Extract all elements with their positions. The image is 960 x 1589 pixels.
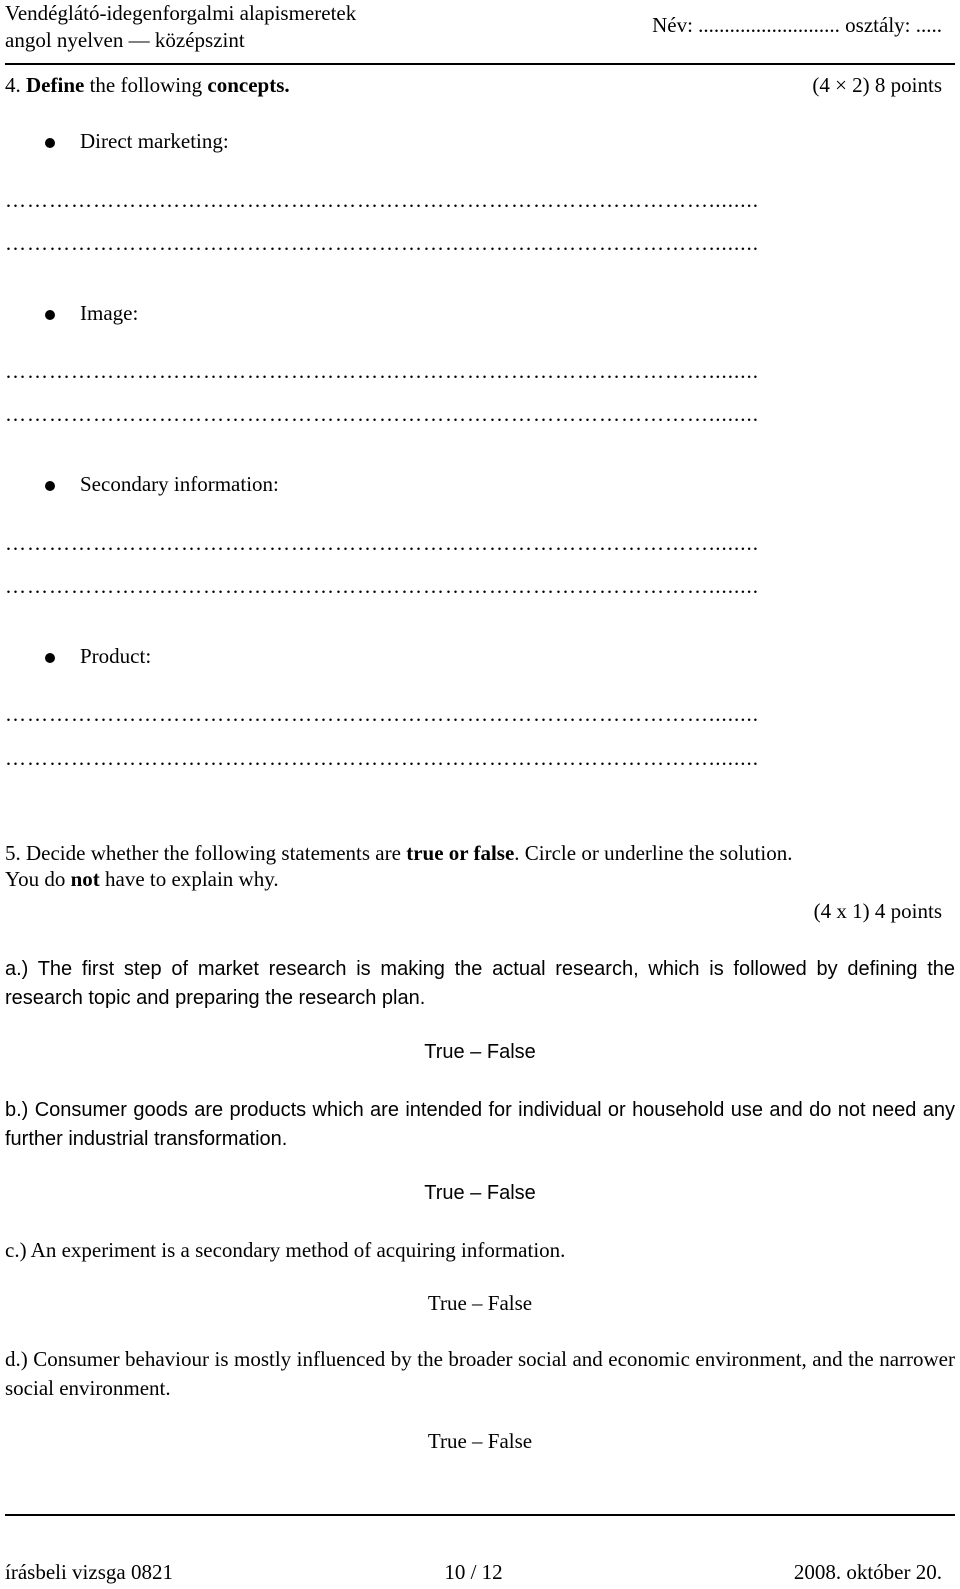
concept-item [0,128,960,158]
true-false-choice[interactable]: True – False [427,1291,533,1315]
task4-points: (4 × 2) 8 points [812,73,942,97]
true-false-choice[interactable]: True – False [424,1182,536,1204]
bullet-icon [45,310,55,320]
answer-line[interactable]: ……………………………………………………………………………………........ [5,531,759,555]
exam-subject-line2: angol nyelven — középszint [5,27,245,52]
answer-line[interactable]: ……………………………………………………………………………………........ [5,574,759,598]
concept-label: Image: [80,301,139,325]
page-footer [5,1559,942,1589]
statement-b: b.) Consumer goods are products which are intended for individual or household use and do not need any further industrial transformation. [5,1099,955,1150]
concept-item [0,471,960,501]
task5-points: (4 x 1) 4 points [813,899,942,923]
answer-line[interactable]: ……………………………………………………………………………………........ [5,402,759,426]
true-false-choice[interactable]: True – False [427,1429,533,1453]
exam-subject-line1: Vendéglátó-idegenforgalmi alapismeretek [5,1,357,25]
header-divider [5,63,955,65]
concept-label: Secondary information: [80,472,279,496]
bullet-icon [45,481,55,491]
statement-c: c.) An experiment is a secondary method of acquiring information. [5,1238,566,1262]
page-number: 10 / 12 [444,1560,503,1584]
true-false-choice[interactable]: True – False [424,1041,536,1063]
concept-item [0,300,960,330]
statement-d: d.) Consumer behaviour is mostly influenced by the broader social and economic environment, and the narrower social environment. [5,1347,955,1400]
answer-line[interactable]: ……………………………………………………………………………………........ [5,702,759,726]
concept-item [0,643,960,673]
name-class-field[interactable]: Név: ........................... osztály: ..... [652,13,942,37]
concept-label: Product: [80,644,152,668]
statement-a: a.) The first step of market research is making the actual research, which is followed by defining the research topic and preparing the research plan. [5,958,955,1009]
task5-line2: You do not have to explain why. [5,867,279,892]
exam-date: 2008. október 20. [793,1560,942,1584]
concept-label: Direct marketing: [80,129,229,153]
task5-line1: 5. Decide whether the following statements are true or false. Circle or underline the solution. [5,841,793,865]
exam-code: írásbeli vizsga 0821 [5,1560,173,1584]
answer-line[interactable]: ……………………………………………………………………………………........ [5,188,759,212]
task5-instructions [5,840,955,893]
bullet-icon [45,653,55,663]
answer-line[interactable]: ……………………………………………………………………………………........ [5,359,759,383]
footer-divider [5,1514,955,1516]
answer-line[interactable]: ……………………………………………………………………………………........ [5,231,759,255]
task4-title: 4. Define the following concepts. [5,73,290,97]
answer-line[interactable]: ……………………………………………………………………………………........ [5,746,759,770]
exam-subject [5,0,356,53]
bullet-icon [45,138,55,148]
